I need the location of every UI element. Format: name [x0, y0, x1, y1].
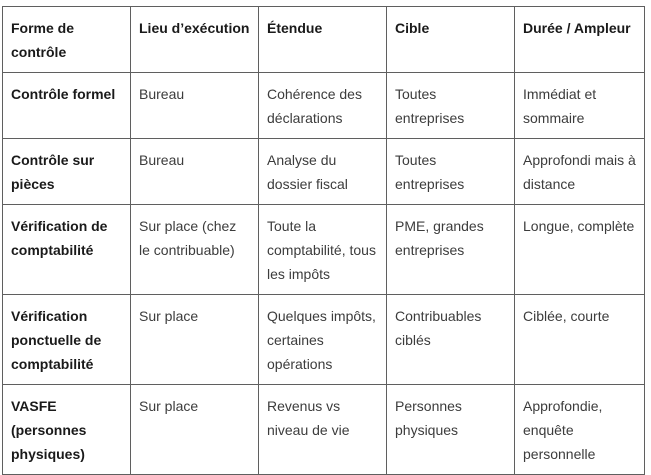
table-row — [3, 205, 645, 295]
header-forme-de-controle: Forme de contrôle — [3, 7, 131, 73]
table-row — [3, 139, 645, 205]
table-cell: Quelques impôts, certaines opérations — [259, 295, 387, 385]
header-duree-ampleur: Durée / Ampleur — [515, 7, 645, 73]
table-row — [3, 295, 645, 385]
table-row — [3, 73, 645, 139]
table-row — [3, 385, 645, 475]
table-cell: PME, grandes entreprises — [387, 205, 515, 295]
table-cell: Longue, complète — [515, 205, 645, 295]
row-label: Contrôle sur pièces — [3, 139, 131, 205]
header-lieu-execution: Lieu d’exécution — [131, 7, 259, 73]
table-cell: Immédiat et sommaire — [515, 73, 645, 139]
table-cell: Revenus vs niveau de vie — [259, 385, 387, 475]
table-cell: Bureau — [131, 73, 259, 139]
header-etendue: Étendue — [259, 7, 387, 73]
table-cell: Cohérence des déclarations — [259, 73, 387, 139]
controls-table — [2, 6, 645, 475]
table-cell: Analyse du dossier fiscal — [259, 139, 387, 205]
table-cell: Bureau — [131, 139, 259, 205]
table-cell: Toutes entreprises — [387, 139, 515, 205]
table-cell: Toute la comptabilité, tous les impôts — [259, 205, 387, 295]
table-cell: Sur place — [131, 385, 259, 475]
table-header-row — [3, 7, 645, 73]
table-cell: Sur place (chez le contribuable) — [131, 205, 259, 295]
row-label: Contrôle formel — [3, 73, 131, 139]
table-cell: Approfondie, enquête personnelle — [515, 385, 645, 475]
table-cell: Approfondi mais à distance — [515, 139, 645, 205]
row-label: Vérification de comptabilité — [3, 205, 131, 295]
table-cell: Personnes physiques — [387, 385, 515, 475]
table-cell: Toutes entreprises — [387, 73, 515, 139]
header-cible: Cible — [387, 7, 515, 73]
table-cell: Ciblée, courte — [515, 295, 645, 385]
table-cell: Contribuables ciblés — [387, 295, 515, 385]
row-label: Vérification ponctuelle de comptabilité — [3, 295, 131, 385]
table-container — [2, 6, 645, 475]
table-cell: Sur place — [131, 295, 259, 385]
row-label: VASFE (personnes physiques) — [3, 385, 131, 475]
